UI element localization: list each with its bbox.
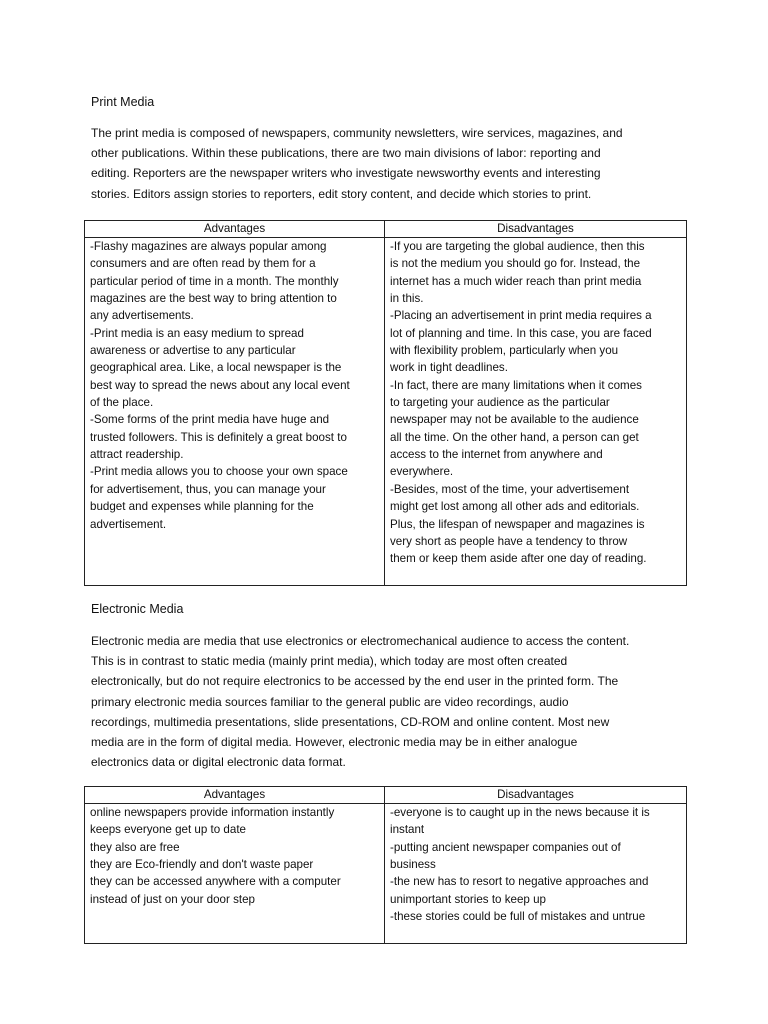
cell-line: -everyone is to caught up in the news because it is [390,806,650,819]
cell-line: of the place. [90,396,154,410]
cell-line: consumers and are often read by them for a [90,257,316,271]
electronic-media-table [84,786,687,944]
advantages-cell [85,804,385,944]
cell-line: -Some forms of the print media have huge and [90,413,330,427]
paragraph-line: This is in contrast to static media (mainly print media), which today are most often created [91,654,568,669]
cell-line: -Flashy magazines are always popular among [90,240,327,253]
cell-line: -Print media is an easy medium to spread [90,326,304,340]
cell-line: work in tight deadlines. [390,361,508,375]
paragraph-line: electronics data or digital electronic data format. [91,755,346,770]
cell-line: very short as people have a tendency to throw [390,534,628,548]
print-media-table [84,220,687,586]
cell-line: in this. [390,292,424,306]
cell-line: is not the medium you should go for. Instead, the [390,257,641,271]
disadvantages-header: Disadvantages [385,221,687,238]
cell-line: keeps everyone get up to date [90,823,246,837]
disadvantages-header: Disadvantages [385,787,687,804]
cell-line: -Print media allows you to choose your own space [90,465,348,479]
paragraph-line: primary electronic media sources familiar to the general public are video recordings, audio [91,694,569,709]
cell-line: budget and expenses while planning for the [90,500,314,514]
table-header-row [85,221,687,238]
cell-line: -these stories could be full of mistakes and untrue [390,910,646,924]
cell-line: trusted followers. This is definitely a great boost to [90,430,347,444]
cell-line: for advertisement, thus, you can manage your [90,482,326,496]
cell-line: access to the internet from anywhere and [390,448,603,462]
electronic-media-paragraph [91,631,681,772]
cell-line: with flexibility problem, particularly when you [390,344,619,358]
paragraph-line: other publications. Within these publications, there are two main divisions of labor: reporting and [91,146,601,161]
cell-line: awareness or advertise to any particular [90,344,296,358]
cell-line: attract readership. [90,448,184,462]
cell-line: newspaper may not be available to the audience [390,413,639,427]
paragraph-line: recordings, multimedia presentations, slide presentations, CD-ROM and online content. Most new [91,714,610,729]
cell-line: might get lost among all other ads and editorials. [390,500,640,514]
disadvantages-cell [385,238,687,586]
cell-line: they can be accessed anywhere with a computer [90,875,341,889]
table-row [85,804,687,944]
table-row [85,238,687,586]
cell-line: any advertisements. [90,309,194,323]
cell-line: they also are free [90,840,180,854]
advantages-cell [85,238,385,586]
paragraph-line: stories. Editors assign stories to reporters, edit story content, and decide which stories to print. [91,186,592,201]
paragraph-line: editing. Reporters are the newspaper writers who investigate newsworthy events and interesting [91,166,601,181]
print-media-paragraph [91,123,681,204]
cell-line: -Placing an advertisement in print media requires a [390,309,652,323]
cell-line: online newspapers provide information instantly [90,806,335,819]
cell-line: advertisement. [90,517,167,531]
cell-line: geographical area. Like, a local newspaper is the [90,361,342,375]
cell-line: -the new has to resort to negative approaches and [390,875,649,889]
print-media-heading: Print Media [91,95,155,109]
cell-line: -In fact, there are many limitations when it comes [390,378,642,392]
cell-line: -Besides, most of the time, your advertisement [390,482,630,496]
paragraph-line: Electronic media are media that use electronics or electromechanical audience to access the content. [91,634,630,648]
cell-line: instant [390,823,425,837]
cell-line: them or keep them aside after one day of reading. [390,552,647,566]
cell-line: all the time. On the other hand, a person can get [390,430,639,444]
paragraph-line: The print media is composed of newspapers, community newsletters, wire services, magazines, and [91,126,623,140]
cell-line: internet has a much wider reach than print media [390,274,642,288]
electronic-media-heading: Electronic Media [91,602,184,616]
cell-line: lot of planning and time. In this case, you are faced [390,326,652,340]
cell-line: everywhere. [390,465,454,479]
cell-line: Plus, the lifespan of newspaper and magazines is [390,517,645,531]
table-header-row [85,787,687,804]
cell-line: to targeting your audience as the particular [390,396,610,410]
cell-line: -If you are targeting the global audience, then this [390,240,645,253]
paragraph-line: media are in the form of digital media. However, electronic media may be in either analogue [91,735,578,750]
cell-line: particular period of time in a month. The monthly [90,274,339,288]
cell-line: best way to spread the news about any local event [90,378,350,392]
cell-line: magazines are the best way to bring attention to [90,292,337,306]
advantages-header: Advantages [85,787,385,804]
cell-line: -putting ancient newspaper companies out of [390,840,621,854]
cell-line: unimportant stories to keep up [390,892,546,906]
disadvantages-cell [385,804,687,944]
cell-line: instead of just on your door step [90,892,255,906]
paragraph-line: electronically, but do not require electronics to be accessed by the end user in the printed form. The [91,674,619,689]
advantages-header: Advantages [85,221,385,238]
cell-line: they are Eco-friendly and don't waste paper [90,858,314,872]
cell-line: business [390,858,436,872]
